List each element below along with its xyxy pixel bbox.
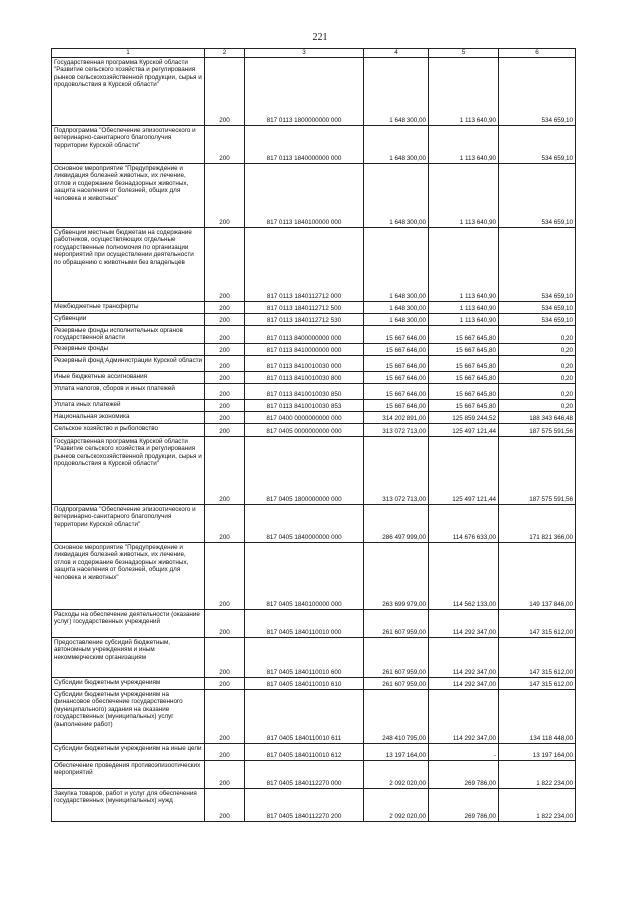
row-budget-code-cell: 817 0113 8410010030 853 — [245, 400, 364, 412]
table-row — [52, 678, 576, 690]
row-name-cell: Сельское хозяйство и рыболовство — [52, 424, 205, 437]
row-budget-code-cell: 817 0405 1840100000 000 — [245, 543, 364, 610]
row-approved-cell: 248 410 795,00 — [364, 690, 429, 744]
row-unexecuted-cell: 534 659,10 — [499, 58, 576, 126]
row-executed-cell: 125 859 244,52 — [429, 412, 499, 424]
row-line-code-cell: 200 — [205, 690, 245, 744]
row-budget-code-cell: 817 0113 1840100000 000 — [245, 164, 364, 228]
row-budget-code-cell: 817 0405 1800000000 000 — [245, 437, 364, 505]
row-unexecuted-cell: 188 343 646,48 — [499, 412, 576, 424]
row-line-code-cell: 200 — [205, 126, 245, 164]
row-executed-cell: 15 667 645,80 — [429, 372, 499, 384]
row-approved-cell: 1 648 300,00 — [364, 302, 429, 314]
table-row — [52, 610, 576, 638]
header-cell: 5 — [429, 49, 499, 58]
header-cell: 3 — [245, 49, 364, 58]
row-name-cell: Основное мероприятие "Предупреждение и ликвидация болезней животных, их лечение, отлов и содержание безнадзорных животных, защита населения от болезней, общих для человека и животных" — [52, 543, 205, 610]
row-unexecuted-cell: 534 659,10 — [499, 314, 576, 326]
row-name-cell: Резервный фонд Администрации Курской области — [52, 356, 205, 372]
table-row — [52, 437, 576, 505]
table-row — [52, 638, 576, 678]
row-budget-code-cell: 817 0405 1840110010 611 — [245, 690, 364, 744]
row-unexecuted-cell: 147 315 612,00 — [499, 610, 576, 638]
row-executed-cell: 125 497 121,44 — [429, 437, 499, 505]
table-row — [52, 302, 576, 314]
row-approved-cell: 313 072 713,00 — [364, 437, 429, 505]
budget-table — [51, 48, 576, 822]
table-row — [52, 412, 576, 424]
row-budget-code-cell: 817 0400 0000000000 000 — [245, 412, 364, 424]
table-row — [52, 228, 576, 302]
row-line-code-cell: 200 — [205, 505, 245, 543]
row-name-cell: Субсидии бюджетным учреждениям — [52, 678, 205, 690]
row-line-code-cell: 200 — [205, 424, 245, 437]
row-budget-code-cell: 817 0113 8410010030 000 — [245, 356, 364, 372]
row-budget-code-cell: 817 0405 1840110010 612 — [245, 744, 364, 761]
row-budget-code-cell: 817 0113 1840112712 500 — [245, 302, 364, 314]
row-unexecuted-cell: 0,20 — [499, 356, 576, 372]
row-budget-code-cell: 817 0405 1840110010 000 — [245, 610, 364, 638]
table-row — [52, 424, 576, 437]
row-name-cell: Государственная программа Курской области "Развитие сельского хозяйства и регулирования рынков сельскохозяйственной продукции, сырья и продовольствия в Курской области" — [52, 437, 205, 505]
table-row — [52, 505, 576, 543]
row-executed-cell: 114 292 347,00 — [429, 638, 499, 678]
row-executed-cell: 114 292 347,00 — [429, 678, 499, 690]
row-executed-cell: 1 113 640,90 — [429, 58, 499, 126]
table-row — [52, 314, 576, 326]
row-approved-cell: 313 072 713,00 — [364, 424, 429, 437]
row-name-cell: Основное мероприятие "Предупреждение и ликвидация болезней животных, их лечение, отлов и содержание безнадзорных животных, защита населения от болезней, общих для человека и животных" — [52, 164, 205, 228]
row-budget-code-cell: 817 0113 8410010030 800 — [245, 372, 364, 384]
row-unexecuted-cell: 534 659,10 — [499, 126, 576, 164]
row-line-code-cell: 200 — [205, 789, 245, 822]
table-row — [52, 761, 576, 789]
header-cell: 4 — [364, 49, 429, 58]
row-unexecuted-cell: 0,20 — [499, 384, 576, 400]
row-name-cell: Обеспечение проведения противоэпизоотических мероприятий — [52, 761, 205, 789]
row-line-code-cell: 200 — [205, 228, 245, 302]
table-row — [52, 58, 576, 126]
row-name-cell: Субсидии бюджетным учреждениям на финансовое обеспечение государственного (муниципального) задания на оказание государственных (муниципальных) услуг (выполнение работ) — [52, 690, 205, 744]
row-line-code-cell: 200 — [205, 678, 245, 690]
row-name-cell: Национальная экономика — [52, 412, 205, 424]
row-unexecuted-cell: 534 659,10 — [499, 228, 576, 302]
row-name-cell: Подпрограмма "Обеспечение эпизоотического и ветеринарно-санитарного благополучия территории Курской области" — [52, 126, 205, 164]
row-line-code-cell: 200 — [205, 58, 245, 126]
row-line-code-cell: 200 — [205, 610, 245, 638]
row-budget-code-cell: 817 0113 8400000000 000 — [245, 326, 364, 344]
row-approved-cell: 15 667 646,00 — [364, 326, 429, 344]
row-executed-cell: 125 497 121,44 — [429, 424, 499, 437]
row-approved-cell: 286 497 999,00 — [364, 505, 429, 543]
row-approved-cell: 1 648 300,00 — [364, 314, 429, 326]
row-approved-cell: 261 607 959,00 — [364, 678, 429, 690]
row-approved-cell: 15 667 646,00 — [364, 372, 429, 384]
row-budget-code-cell: 817 0405 1840000000 000 — [245, 505, 364, 543]
row-line-code-cell: 200 — [205, 638, 245, 678]
row-executed-cell: 15 667 645,80 — [429, 344, 499, 356]
row-budget-code-cell: 817 0113 1840112712 000 — [245, 228, 364, 302]
table-row — [52, 344, 576, 356]
row-approved-cell: 2 092 020,00 — [364, 761, 429, 789]
row-executed-cell: 114 292 347,00 — [429, 610, 499, 638]
row-name-cell: Расходы на обеспечение деятельности (оказание услуг) государственных учреждений — [52, 610, 205, 638]
row-name-cell: Предоставление субсидий бюджетным, автономным учреждениям и иным некоммерческим организациям — [52, 638, 205, 678]
row-approved-cell: 261 607 959,00 — [364, 610, 429, 638]
row-unexecuted-cell: 0,20 — [499, 326, 576, 344]
table-row — [52, 400, 576, 412]
row-unexecuted-cell: 13 197 164,00 — [499, 744, 576, 761]
row-executed-cell: 15 667 645,80 — [429, 384, 499, 400]
row-executed-cell: 269 786,00 — [429, 761, 499, 789]
row-unexecuted-cell: 534 659,10 — [499, 164, 576, 228]
row-unexecuted-cell: 147 315 612,00 — [499, 678, 576, 690]
row-approved-cell: 15 667 646,00 — [364, 400, 429, 412]
table-row — [52, 372, 576, 384]
row-name-cell: Уплата налогов, сборов и иных платежей — [52, 384, 205, 400]
row-line-code-cell: 200 — [205, 761, 245, 789]
row-executed-cell: 1 113 640,90 — [429, 164, 499, 228]
row-approved-cell: 314 202 891,00 — [364, 412, 429, 424]
row-name-cell: Субвенции местным бюджетам на содержание работников, осуществляющих отдельные государственные полномочия по организации мероприятий при осуществлении деятельности по обращению с животными без владельцев — [52, 228, 205, 302]
row-unexecuted-cell: 0,20 — [499, 372, 576, 384]
header-cell: 1 — [52, 49, 205, 58]
row-line-code-cell: 200 — [205, 164, 245, 228]
row-approved-cell: 261 607 959,00 — [364, 638, 429, 678]
table-row — [52, 744, 576, 761]
row-executed-cell: 114 676 633,00 — [429, 505, 499, 543]
row-name-cell: Резервные фонды исполнительных органов государственной власти — [52, 326, 205, 344]
row-budget-code-cell: 817 0405 1840110010 610 — [245, 678, 364, 690]
row-approved-cell: 1 648 300,00 — [364, 164, 429, 228]
row-unexecuted-cell: 187 575 591,56 — [499, 437, 576, 505]
table-row — [52, 126, 576, 164]
row-line-code-cell: 200 — [205, 314, 245, 326]
row-executed-cell: - — [429, 744, 499, 761]
row-approved-cell: 1 648 300,00 — [364, 126, 429, 164]
table-row — [52, 543, 576, 610]
row-line-code-cell: 200 — [205, 412, 245, 424]
row-budget-code-cell: 817 0405 1840112270 200 — [245, 789, 364, 822]
row-name-cell: Закупка товаров, работ и услуг для обеспечения государственных (муниципальных) нужд — [52, 789, 205, 822]
row-name-cell: Субвенции — [52, 314, 205, 326]
row-budget-code-cell: 817 0113 8410010030 850 — [245, 384, 364, 400]
table-row — [52, 384, 576, 400]
row-executed-cell: 1 113 640,90 — [429, 302, 499, 314]
row-name-cell: Государственная программа Курской области "Развитие сельского хозяйства и регулирования рынков сельскохозяйственной продукции, сырья и продовольствия в Курской области" — [52, 58, 205, 126]
row-name-cell: Иные бюджетные ассигнования — [52, 372, 205, 384]
row-line-code-cell: 200 — [205, 400, 245, 412]
row-line-code-cell: 200 — [205, 744, 245, 761]
row-executed-cell: 15 667 645,80 — [429, 326, 499, 344]
table-row — [52, 356, 576, 372]
table-row — [52, 164, 576, 228]
row-unexecuted-cell: 147 315 612,00 — [499, 638, 576, 678]
row-executed-cell: 15 667 645,80 — [429, 356, 499, 372]
page-number: 221 — [312, 32, 328, 43]
table-row — [52, 789, 576, 822]
row-approved-cell: 15 667 646,00 — [364, 384, 429, 400]
row-unexecuted-cell: 1 822 234,00 — [499, 761, 576, 789]
row-unexecuted-cell: 171 821 366,00 — [499, 505, 576, 543]
row-executed-cell: 1 113 640,90 — [429, 126, 499, 164]
row-executed-cell: 269 786,00 — [429, 789, 499, 822]
row-executed-cell: 114 292 347,00 — [429, 690, 499, 744]
row-budget-code-cell: 817 0113 1840112712 530 — [245, 314, 364, 326]
row-budget-code-cell: 817 0113 1800000000 000 — [245, 58, 364, 126]
row-budget-code-cell: 817 0113 1840000000 000 — [245, 126, 364, 164]
table-row — [52, 326, 576, 344]
row-approved-cell: 1 648 300,00 — [364, 228, 429, 302]
row-unexecuted-cell: 1 822 234,00 — [499, 789, 576, 822]
row-line-code-cell: 200 — [205, 356, 245, 372]
row-budget-code-cell: 817 0405 1840112270 000 — [245, 761, 364, 789]
row-line-code-cell: 200 — [205, 384, 245, 400]
row-budget-code-cell: 817 0113 8410000000 000 — [245, 344, 364, 356]
row-line-code-cell: 200 — [205, 437, 245, 505]
row-line-code-cell: 200 — [205, 543, 245, 610]
row-unexecuted-cell: 0,20 — [499, 400, 576, 412]
row-line-code-cell: 200 — [205, 372, 245, 384]
row-line-code-cell: 200 — [205, 344, 245, 356]
row-unexecuted-cell: 187 575 591,56 — [499, 424, 576, 437]
row-unexecuted-cell: 534 659,10 — [499, 302, 576, 314]
row-approved-cell: 263 699 979,00 — [364, 543, 429, 610]
row-approved-cell: 15 667 646,00 — [364, 356, 429, 372]
row-executed-cell: 1 113 640,90 — [429, 228, 499, 302]
row-executed-cell: 114 562 133,00 — [429, 543, 499, 610]
row-budget-code-cell: 817 0405 1840110010 600 — [245, 638, 364, 678]
header-cell: 6 — [499, 49, 576, 58]
row-unexecuted-cell: 149 137 846,00 — [499, 543, 576, 610]
table-row — [52, 690, 576, 744]
row-name-cell: Субсидии бюджетным учреждениям на иные цели — [52, 744, 205, 761]
row-approved-cell: 15 667 646,00 — [364, 344, 429, 356]
row-approved-cell: 13 197 164,00 — [364, 744, 429, 761]
row-executed-cell: 1 113 640,90 — [429, 314, 499, 326]
row-line-code-cell: 200 — [205, 326, 245, 344]
header-cell: 2 — [205, 49, 245, 58]
row-executed-cell: 15 667 645,80 — [429, 400, 499, 412]
row-approved-cell: 2 092 020,00 — [364, 789, 429, 822]
table-header-row — [52, 49, 576, 58]
row-approved-cell: 1 648 300,00 — [364, 58, 429, 126]
row-name-cell: Уплата иных платежей — [52, 400, 205, 412]
row-unexecuted-cell: 134 118 448,00 — [499, 690, 576, 744]
row-name-cell: Межбюджетные трансферты — [52, 302, 205, 314]
row-budget-code-cell: 817 0405 0000000000 000 — [245, 424, 364, 437]
row-name-cell: Резервные фонды — [52, 344, 205, 356]
row-line-code-cell: 200 — [205, 302, 245, 314]
row-name-cell: Подпрограмма "Обеспечение эпизоотического и ветеринарно-санитарного благополучия территории Курской области" — [52, 505, 205, 543]
row-unexecuted-cell: 0,20 — [499, 344, 576, 356]
